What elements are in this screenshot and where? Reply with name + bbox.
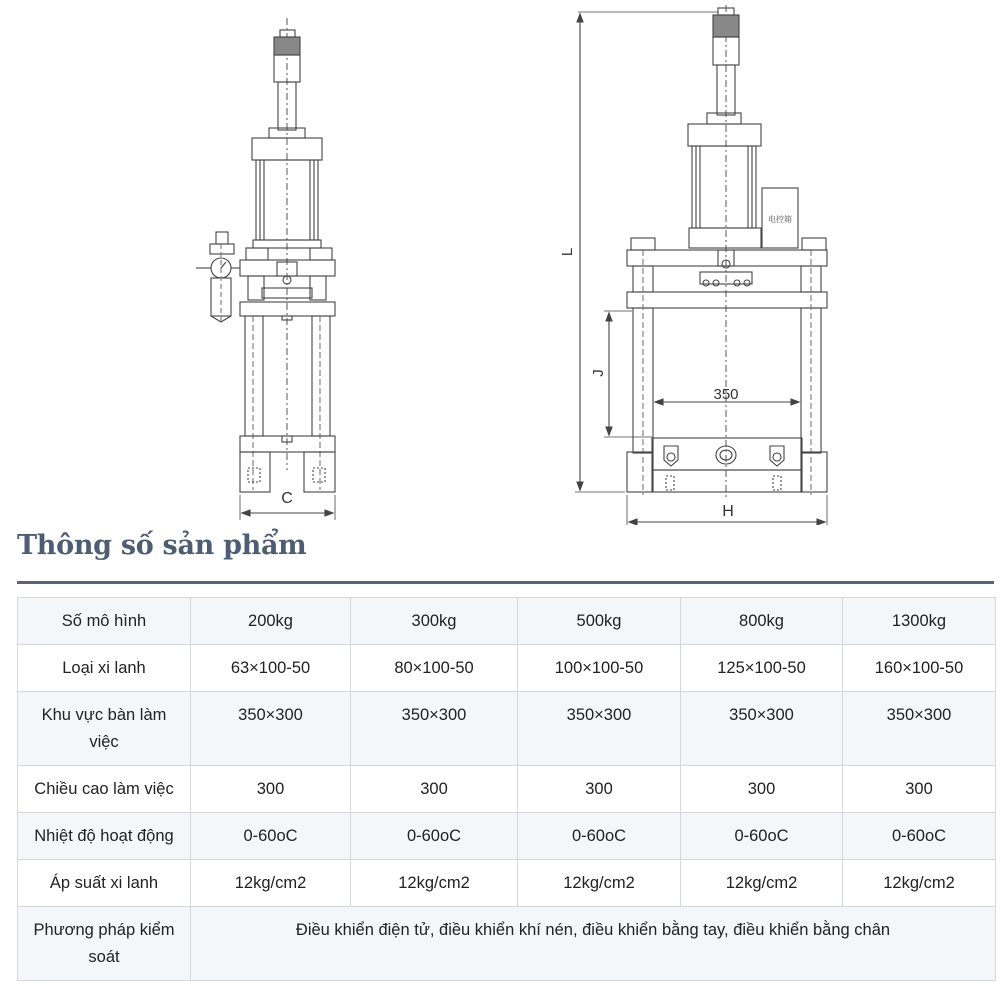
cell: 12kg/cm2 — [681, 860, 843, 907]
row-label: Số mô hình — [18, 598, 191, 645]
control-box-label: 电控箱 — [768, 215, 792, 224]
dimension-l-label: L — [559, 247, 576, 257]
cell: 12kg/cm2 — [351, 860, 518, 907]
merged-cell: Điều khiển điện tử, điều khiển khí nén, điều khiển bằng tay, điều khiển bằng chân — [191, 907, 996, 981]
cell: 80×100-50 — [351, 645, 518, 692]
cell: 200kg — [191, 598, 351, 645]
section-title: Thông số sản phẩm — [17, 530, 307, 561]
front-view — [559, 5, 827, 525]
table-row-model — [18, 598, 996, 645]
row-label: Áp suất xi lanh — [18, 860, 191, 907]
dimension-350-label: 350 — [713, 386, 739, 403]
table-row-operating-temperature — [18, 813, 996, 860]
table-row-cylinder-type — [18, 645, 996, 692]
heading-divider — [17, 581, 994, 584]
cell: 350×300 — [518, 692, 681, 766]
cell: 125×100-50 — [681, 645, 843, 692]
table-row-control-method — [18, 907, 996, 981]
cell: 1300kg — [843, 598, 996, 645]
dimension-h-label: H — [722, 503, 734, 520]
cell: 350×300 — [843, 692, 996, 766]
cell: 300 — [518, 766, 681, 813]
row-label: Loại xi lanh — [18, 645, 191, 692]
knurled-head-icon — [713, 15, 739, 37]
cell: 160×100-50 — [843, 645, 996, 692]
knurled-head-icon — [274, 37, 300, 55]
cell: 100×100-50 — [518, 645, 681, 692]
cell: 12kg/cm2 — [191, 860, 351, 907]
cell: 300 — [843, 766, 996, 813]
cell: 800kg — [681, 598, 843, 645]
cell: 300 — [681, 766, 843, 813]
cell: 500kg — [518, 598, 681, 645]
dimension-j-label: J — [590, 369, 607, 377]
cell: 63×100-50 — [191, 645, 351, 692]
row-label: Khu vực bàn làm việc — [18, 692, 191, 766]
row-label: Phương pháp kiểm soát — [18, 907, 191, 981]
cell: 350×300 — [681, 692, 843, 766]
cell: 0-60oC — [191, 813, 351, 860]
spec-table — [17, 597, 996, 981]
cell: 0-60oC — [518, 813, 681, 860]
cell: 0-60oC — [843, 813, 996, 860]
cell: 300 — [351, 766, 518, 813]
cell: 12kg/cm2 — [843, 860, 996, 907]
cell: 12kg/cm2 — [518, 860, 681, 907]
cell: 300 — [191, 766, 351, 813]
cell: 350×300 — [351, 692, 518, 766]
cell: 0-60oC — [681, 813, 843, 860]
row-label: Chiều cao làm việc — [18, 766, 191, 813]
side-view — [196, 18, 335, 520]
cell: 0-60oC — [351, 813, 518, 860]
cell: 300kg — [351, 598, 518, 645]
row-label: Nhiệt độ hoạt động — [18, 813, 191, 860]
cell: 350×300 — [191, 692, 351, 766]
table-row-work-area — [18, 692, 996, 766]
dimension-c-label: C — [281, 490, 293, 507]
table-row-cylinder-pressure — [18, 860, 996, 907]
table-row-work-height — [18, 766, 996, 813]
air-filter-regulator-icon — [196, 232, 240, 322]
